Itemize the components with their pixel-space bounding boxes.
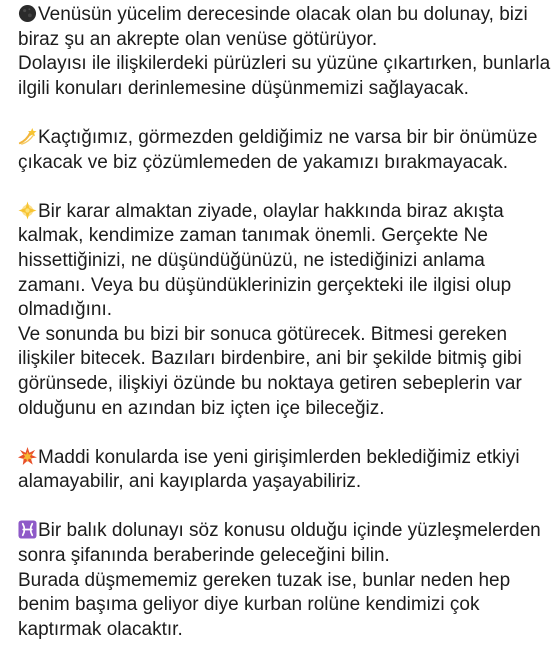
pisces-sign-icon (18, 520, 37, 539)
text-line: zamanı. Veya bu düşündüklerinizin gerçekteki ile ilgisi olup (18, 274, 512, 296)
text-line: Venüsün yücelim derecesinde olacak olan bu dolunay, bizi (18, 3, 548, 28)
text-line: olduğunu en azından biz içten içe bileceğiz. (18, 397, 385, 419)
paragraph-pisces (18, 519, 548, 642)
collision-burst-icon (18, 447, 37, 466)
text-line: ilişkiler bitecek. Bazıları birdenbire, ani bir şekilde bitmiş gibi (18, 348, 522, 370)
sparkle-star-icon (18, 201, 37, 220)
document-body (18, 3, 551, 642)
text-line: kaptırmak olacaktır. (18, 618, 183, 640)
text-line: alamayabilir, ani kayıplarda yaşayabiliriz. (18, 471, 362, 493)
text-line: Burada düşmememiz gereken tuzak ise, bunlar neden hep (18, 569, 511, 591)
text-line: sonra şifanında beraberinde geleceğini bilin. (18, 545, 390, 567)
paragraph-venus (18, 3, 551, 101)
paragraph-finance (18, 446, 548, 495)
text-line: Dolayısı ile ilişkilerdeki pürüzleri su yüzüne çıkartırken, bunlarla (18, 53, 551, 75)
text-line: Kaçtığımız, görmezden geldiğimiz ne varsa bir bir önümüze (18, 126, 548, 151)
text-line: Bir balık dolunayı söz konusu olduğu içinde yüzleşmelerden (18, 519, 548, 544)
text-line: biraz şu an akrepte olan venüse götürüyor. (18, 28, 378, 50)
text-line: çıkacak ve biz çözümlemeden de yakamızı bırakmayacak. (18, 151, 508, 173)
text-line: Bir karar almaktan ziyade, olaylar hakkında biraz akışta (18, 200, 548, 225)
text-line: Maddi konularda ise yeni girişimlerden beklediğimiz etkiyi (18, 446, 548, 471)
text-line: ilgili konuları derinlemesine düşünmemizi sağlayacak. (18, 77, 469, 99)
text-line: görünsede, ilişkiyi özünde bu noktaya getiren sebeplerin var (18, 372, 522, 394)
paragraph-flow (18, 200, 548, 421)
text-line: Ve sonunda bu bizi bir sonuca götürecek. Bitmesi gereken (18, 323, 508, 345)
text-line: hissettiğinizi, ne düşündüğünüzü, ne istediğinizi anlama (18, 249, 485, 271)
text-line: benim başıma geliyor diye kurban rolüne kendimizi çok (18, 594, 480, 616)
new-moon-icon (18, 4, 37, 23)
paragraph-confront (18, 126, 548, 175)
text-line: kalmak, kendimize zaman tanımak önemli. Gerçekte Ne (18, 225, 488, 247)
dizzy-comet-icon (18, 127, 37, 146)
text-line: olmadığını. (18, 299, 112, 321)
